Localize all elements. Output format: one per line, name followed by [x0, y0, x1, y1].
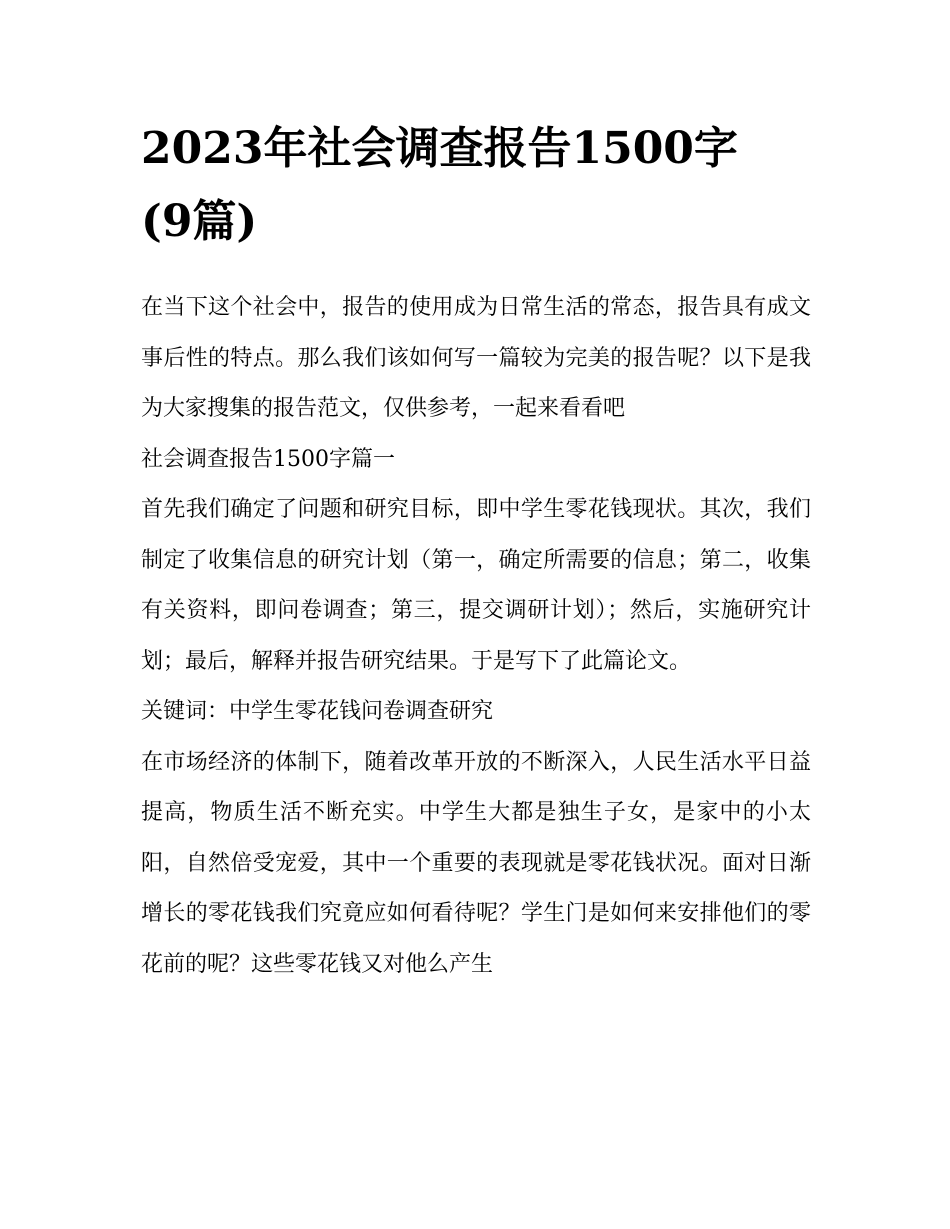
document-title [141, 112, 811, 258]
method-paragraph: 首先我们确定了问题和研究目标，即中学生零花钱现状。其次，我们制定了收集信息的研究计划（第一，确定所需要的信息；第二，收集有关资料，即问卷调查；第三，提交调研计划）；然后，实施研究计划；最后，解释并报告研究结果。于是写下了此篇论文。 [141, 497, 811, 674]
document-body [141, 283, 811, 990]
document-page [141, 112, 811, 990]
keywords-line: 关键词：中学生零花钱问卷调查研究 [141, 699, 494, 724]
intro-paragraph: 在当下这个社会中，报告的使用成为日常生活的常态，报告具有成文事后性的特点。那么我们该如何写一篇较为完美的报告呢？以下是我为大家搜集的报告范文，仅供参考，一起来看看吧 [141, 295, 811, 421]
background-paragraph: 在市场经济的体制下，随着改革开放的不断深入，人民生活水平日益提高，物质生活不断充实。中学生大都是独生子女，是家中的小太阳，自然倍受宠爱，其中一个重要的表现就是零花钱状况。面对日渐增长的零花钱我们究竟应如何看待呢？学生门是如何来安排他们的零花前的呢？这些零花钱又对他么产生 [141, 749, 811, 977]
title-line-1: 2023年社会调查报告1500字 [141, 123, 738, 174]
section-heading: 社会调查报告1500字篇一 [141, 446, 395, 472]
title-line-2: (9篇) [141, 196, 258, 247]
